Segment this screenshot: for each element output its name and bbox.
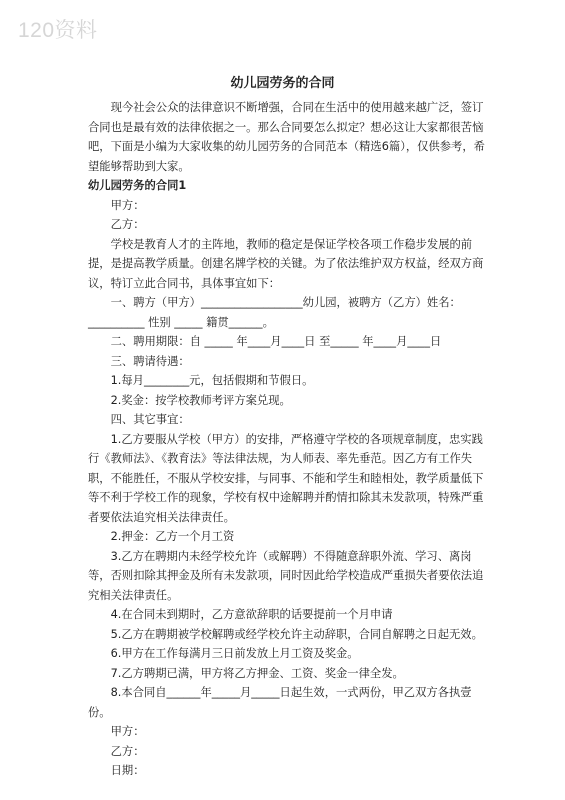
clause-employer: 一、聘方（甲方）__________________幼儿园，被聘方（乙方）姓名：__________ 性别 _____ 籍贯______。 [88,296,461,329]
clause-item: 2.奖金：按学校教师考评方案兑现。 [110,393,291,407]
party-a-line: 甲方： [110,198,145,212]
signature-date: 日期： [110,764,145,777]
clause-item: 8.本合同自______年_____月_____日起生效，一式两份，甲乙双方各执壹份。 [88,686,472,719]
clause-item: 4.在合同未到期时，乙方意欲辞职的话要提前一个月申请 [110,608,393,621]
body-paragraph: 学校是教育人才的主阵地，教师的稳定是保证学校各项工作稳步发展的前提，是提高教学质量。创建名牌学校的关键。为了依法维护双方权益，经双方商议，特订立此合同书，具体事宜如下： [88,237,484,290]
clause-item: 5.乙方在聘期被学校解聘或经学校允许主动辞职，合同自解聘之日起无效。 [110,627,483,641]
clause-item: 1.每月________元，包括假期和节假日。 [110,374,314,387]
document-title: 幼儿园劳务的合同 [230,76,335,91]
clause-term: 二、聘用期限：自 _____ 年____月____日 至_____ 年____月____日 [110,335,442,348]
clause-item: 3.乙方在聘期内未经学校允许（或解聘）不得随意辞职外流、学习、离岗等，否则扣除其押金及所有未发款项，同时因此给学校造成严重损失者要依法追究相关法律责任。 [88,549,484,602]
clause-item: 2.押金：乙方一个月工资 [110,530,235,543]
signature-party-a: 甲方： [110,725,145,738]
clause-item: 1.乙方要服从学校（甲方）的安排，严格遵守学校的各项规章制度，忠实践行《教师法》、《教育法》等法律法规，为人师表、率先垂范。因乙方有工作失职，不能胜任，不服从学校安排，与同事、不能和学生和睦相处，教学质量低下等不利于学校工作的现象，学校有权中途解聘并酌情扣除其未发款项，特殊严重者要依法追究相关法律责任。 [88,432,484,524]
signature-party-b: 乙方： [110,744,145,758]
watermark-logo: 120资料 [18,19,98,42]
clause-treatment: 三、聘请待遇： [110,354,190,368]
intro-paragraph: 现今社会公众的法律意识不断增强，合同在生活中的使用越来越广泛，签订合同也是最有效的法律依据之一。那么合同要怎么拟定？想必这让大家都很苦恼吧，下面是小编为大家收集的幼儿园劳务的合同范本（精选6篇），仅供参考，希望能够帮助到大家。 [88,101,485,173]
clause-item: 7.乙方聘期已满，甲方将乙方押金、工资、奖金一律全发。 [110,666,404,680]
document-body [88,98,488,781]
clause-item: 6.甲方在工作每满月三日前发放上月工资及奖金。 [110,647,359,660]
clause-other: 四、其它事宜： [110,413,190,426]
party-b-line: 乙方： [110,218,145,231]
section-heading: 幼儿园劳务的合同1 [88,179,187,192]
